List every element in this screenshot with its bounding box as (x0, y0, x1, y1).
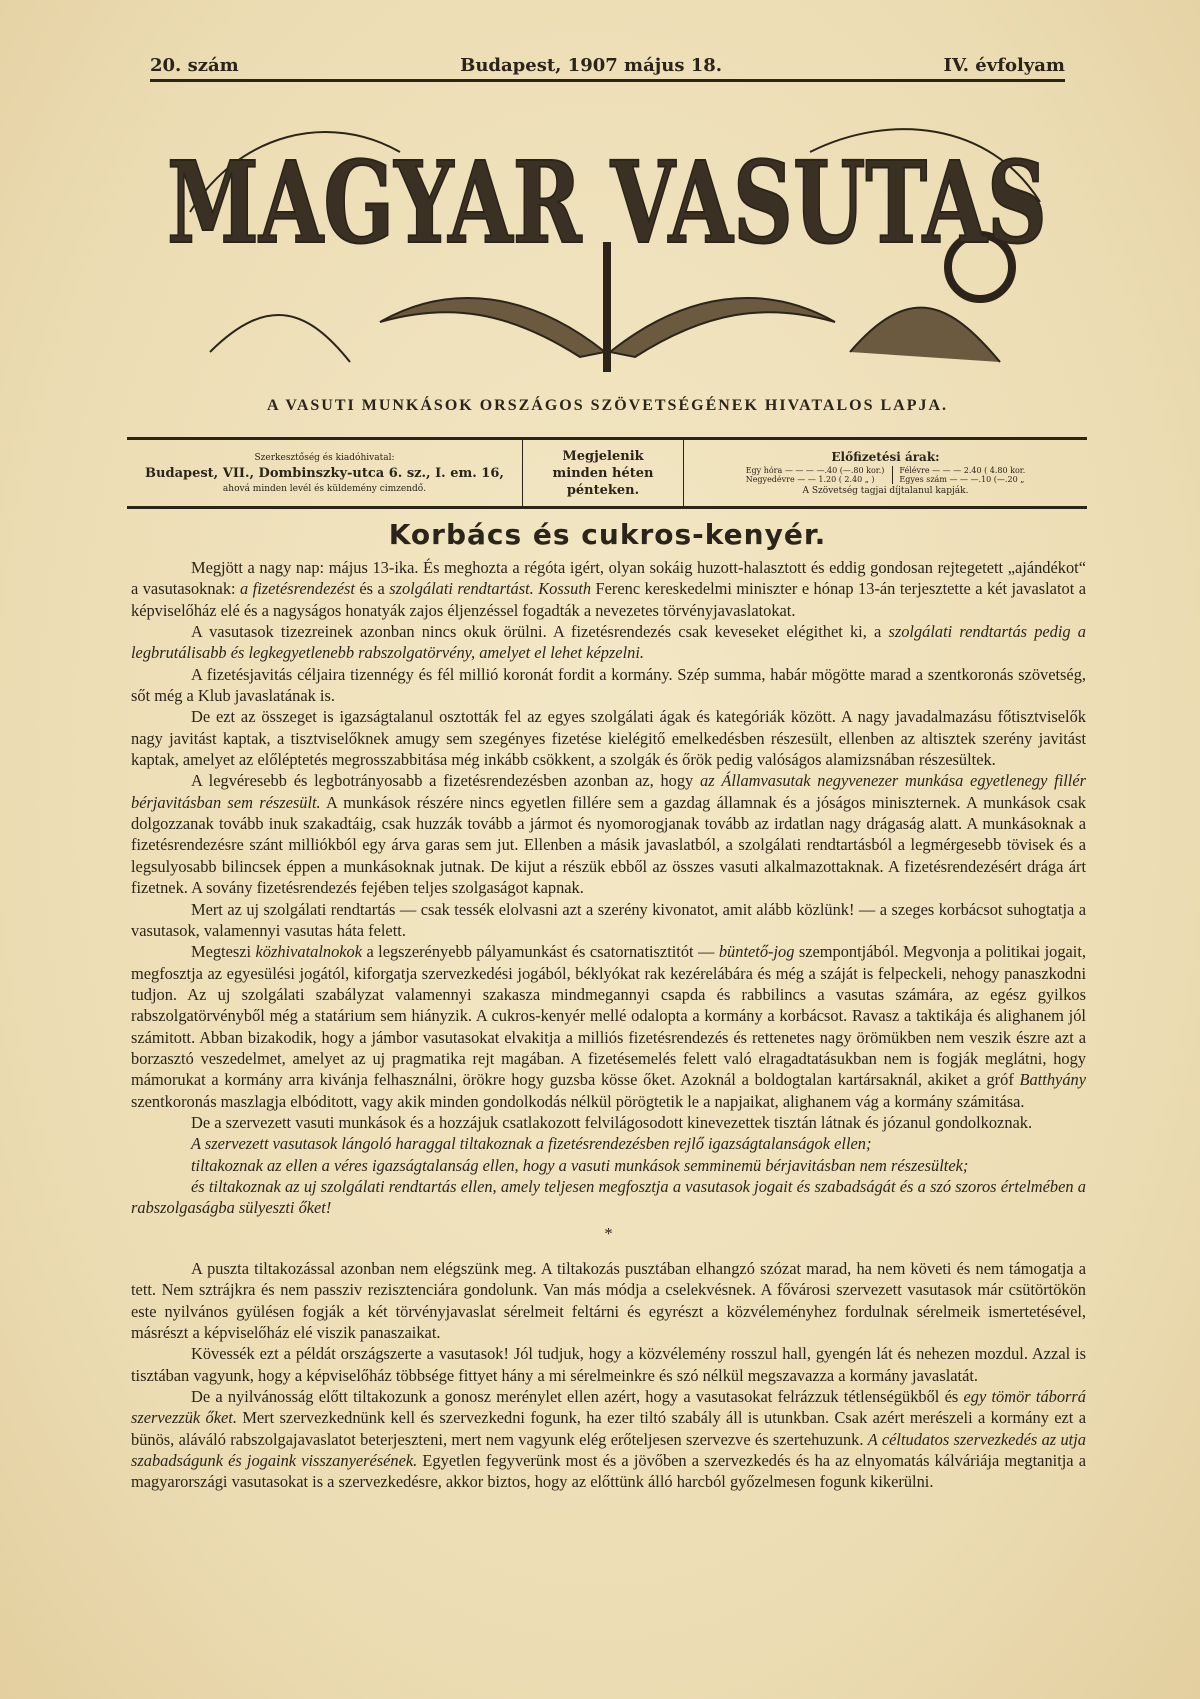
resolution-paragraph (131, 1133, 1086, 1154)
editorial-office (127, 440, 523, 506)
text-run: és a (354, 579, 390, 599)
text-run: szentkoronás maszlagja elbóditott, vagy akik minden gondolkodás nélkül pörögtetik le a napjaikat, alighanem vág a kormány számitása. (131, 1091, 1025, 1111)
article-paragraph (131, 706, 1086, 770)
schedule-line: pénteken. (566, 482, 640, 498)
text-run: De a nyilvánosság előtt tiltakozunk a gonosz merénylet ellen azért, hogy a vasutasokat felrázzuk tétlenségükből és (191, 1387, 964, 1407)
issue-header (150, 55, 1065, 76)
article-title: Korbács és cukros-kenyér. (388, 518, 827, 551)
subscription-prices (684, 440, 1087, 506)
article-paragraph (131, 770, 1086, 898)
publication-info-box (127, 437, 1087, 509)
section-separator (131, 1223, 1086, 1244)
issue-date: Budapest, 1907 május 18. (460, 55, 723, 76)
text-run: Mert az uj szolgálati rendtartás — csak tessék elolvasni azt a szerény kivonatot, amit alább közlünk! — a szeges korbácsot suhogtatja a vasutasok, valamennyi vasutas háta felett. (131, 899, 1086, 940)
text-run: De a szervezett vasuti munkások és a hozzájuk csatlakozott felvilágosodott kinevezettek tisztán látnak és józanul gondolkoznak. (191, 1112, 1033, 1132)
text-run: tiltakoznak az ellen a véres igazságtalanság ellen, hogy a vasuti munkások semminemü bérjavitásban nem részesültek; (191, 1155, 969, 1175)
text-run: A legvéresebb és legbotrányosabb a fizetésrendezésben azonban az, hogy (191, 771, 700, 791)
masthead-subtitle: A VASUTI MUNKÁSOK ORSZÁGOS SZÖVETSÉGÉNEK HIVATALOS LAPJA. (266, 397, 949, 414)
schedule-line: minden héten (552, 465, 654, 481)
emphasis-text: az Államvasutak negyvenezer munkása egyetlenegy fillér bérjavitásban sem részesült. (131, 771, 1087, 812)
subscription-title: Előfizetési árak: (831, 450, 940, 464)
resolution-paragraph (131, 1176, 1086, 1219)
emphasis-text: a fizetésrendezést (240, 579, 355, 599)
text-run: Ferenc kereskedelmi miniszter e hónap 13-án terjesztette a két javaslatot a képviselőház elé és a nagyságos honatyák zajos éljenzéssel fogadták a nevezetes törvényjavaslatokat. (131, 579, 1086, 620)
emphasis-text: egy tömör táborrá szervezzük őket. (131, 1387, 1087, 1428)
price-line: Félévre — — — 2.40 ( 4.80 kor. (899, 466, 1026, 475)
article-paragraph (131, 621, 1086, 664)
article-body (131, 557, 1086, 1493)
article-paragraph (131, 941, 1086, 1112)
text-run: Megteszi (191, 942, 256, 962)
text-run: A szervezett vasutasok lángoló haraggal tiltakoznak a fizetésrendezésben rejlő igazságtalanságok ellen; (191, 1134, 872, 1154)
text-run: * (604, 1223, 613, 1243)
masthead-title: MAGYAR VASUTAS (167, 138, 1047, 269)
text-run: A vasutasok tizezreinek azonban nincs okuk örülni. A fizetésrendezés csak keveseket elégithet ki, a (191, 622, 889, 642)
text-run: De ezt az összeget is igazságtalanul osztották fel az egyes szolgálati ágak és kategóriák között. A nagy javadalmazásu főtisztviselők nagy javitást kaptak, a tisztviselőknek amugy sem szegényes fizetése kielégitő emelkedésben részesült, ellenben az altisztek szerény javitást kaptak, amelyet az előléptetés megrosszabbitása még inkább csökkent, a szolgák és őrök pedig valóságos alamizsnában részesültek. (131, 707, 1086, 770)
price-line: Egyes szám — — —.10 (—.20 „ (899, 475, 1025, 484)
editorial-address: Budapest, VII., Dombinszky-utca 6. sz., I. em. 16, (145, 465, 504, 481)
emphasis-text: büntető-jog (718, 942, 795, 962)
text-run: Megjött a nagy nap: május 13-ika. És meghozta a régóta igért, olyan sokáig huzott-halasztott és eddig gondosan rejtegetett „ajándékot“ a vasutasoknak: (131, 558, 1086, 599)
text-run: Egyetlen fegyverünk most és a jövőben a szervezkedés és ha az elnyomatás kálváriája megtanitja a magyarországi vasutasokat is a szervezkedésre, akkor biztos, hogy az előttünk álló harcból győzelmesen fogunk kikerülni. (131, 1451, 1086, 1492)
text-run: Mert szervezkednünk kell és szervezkedni fogunk, ha ezer tiltó szabály áll is utunkban. Csak azért merészeli a kormány ezt a bünös, aláváló rabszolgajavaslatot beterjeszteni, mert nem vagyunk elég erőteljesen szervezve és szertehuzunk. (131, 1408, 1086, 1449)
article-paragraph (131, 1343, 1086, 1386)
header-rule (150, 79, 1065, 82)
publication-schedule (523, 440, 684, 506)
price-line: Egy hóra — — — —.40 (—.80 kor.) (745, 466, 885, 475)
emphasis-text: szolgálati rendtartást. (389, 579, 534, 599)
volume: IV. évfolyam (943, 55, 1065, 76)
article-paragraph (131, 899, 1086, 942)
text-run: A puszta tiltakozással azonban nem elégszünk meg. A tiltakozás pusztában elhangzó szózat marad, ha nem követi és nem támogatja a tett. Nem sztrájkra és nem passziv rezisztenciára gondolunk. Van más módja a cselekvésnek. A fővárosi szervezett vasutasok már csütörtökön este nyilvános gyülésen fogják a két törvényjavaslat sérelmeit feltárni és egyrészt a közvéleményhez fordulnak sérelmeik ismertetésével, másrészt a képviselőház elé viszik panaszaikat. (131, 1259, 1086, 1343)
text-run: és tiltakoznak az uj szolgálati rendtartás ellen, amely teljesen megfosztja a vasutasok jogait és szabadságát és a szó szoros értelmében a rabszolgaságba sülyeszti őket! (131, 1176, 1086, 1218)
text-run: szempontjából. Megvonja a politikai jogait, megfosztja az egyesülési jogától, kiforgatja szervezkedési jogából, béklyókat rak kezérelábára és még a száját is felpeckeli, nehogy panaszkodni tudjon. Az uj szolgálati szabályzat valamennyi szakasza mindmegannyi csapda és rabbilincs a vasutas számára, az egész gyilkos rabszolgatörvényből még a statárium sem hiányzik. A cukros-kenyér mellé odalopta a kormány a korbácsot. Ravasz a taktikája és alighanem jól számitott. Abban bizakodik, hogy a jámbor vasutasokat elvakitja a milliós fizetésrendezés és rettenetes nagy örömükben nem veszik észre azt a borzasztó veszedelmet, amelyet az uj pragmatika rejt magában. A fizetésemelés felett való elragadtatásukban nem is fogják meglátni, hogy mámorukat a kormány arra kivánja felhasználni, örökre hogy guzsba kösse őket. Azoknál a boldogtalan kartársaknál, akiket a gróf (131, 942, 1087, 1090)
text-run: a legszerényebb pályamunkást és csatornatisztitót — (362, 942, 719, 962)
schedule-line: Megjelenik (562, 448, 644, 464)
emphasis-text: A céltudatos szervezkedés az utja szabadságunk és jogaink visszanyerésének. (131, 1429, 1086, 1471)
masthead-logo (150, 92, 1065, 382)
emphasis-text: Kossuth (538, 579, 592, 599)
editorial-label: Szerkesztőség és kiadóhivatal: (254, 452, 395, 463)
resolution-paragraph (131, 1155, 1086, 1176)
members-note: A Szövetség tagjai díjtalanul kapják. (802, 486, 969, 496)
article-paragraph (131, 1386, 1086, 1493)
issue-number: 20. szám (150, 55, 239, 76)
article-paragraph (131, 1258, 1086, 1343)
emphasis-text: Batthyány (1019, 1070, 1086, 1090)
emphasis-text: közhivatalnokok (255, 942, 363, 962)
text-run: Kövessék ezt a példát országszerte a vasutasok! Jól tudjuk, hogy a közvélemény rosszul hall, gyengén lát és nehezen mozdul. Azzal is tisztában vagyunk, hogy a képviselőház többsége fittyet hány a mi sérelmeinkre és szó nélkül megszavazza a kormány javaslatát. (131, 1344, 1086, 1385)
article-paragraph (131, 664, 1086, 707)
text-run: A munkások részére nincs egyetlen fillére sem a gazdag államnak és a jóságos miniszternek. A munkások csak dolgozzanak tovább inuk szakadtáig, csak huzzák tovább a jármot és nyomorogjanak tovább az irdatlan nagy drágaság alatt. A munkásoknak a fizetésrendezésre szánt milliókból egy árva garas sem jut. Ellenben a másik javaslatból, a szolgálati rendtartásból a legmérgesebb tövisek és a legsulyosabb bilincsek éppen a munkásoknak jutnak. De kijut a részük ebből az összes vasuti alkalmazottaknak. A fizetésrendezésért drága árt fizetnek. A sovány fizetésrendezés fejében teljes szolgaságot kapnak. (131, 792, 1086, 898)
price-line: Negyedévre — — 1.20 ( 2.40 „ ) (745, 475, 875, 484)
emphasis-text: szolgálati rendtartás pedig a legbrutálisabb és legkegyetlenebb rabszolgatörvény, amelyet el lehet képzelni. (131, 622, 1086, 663)
article-paragraph (131, 1112, 1086, 1133)
price-table (746, 466, 1026, 484)
article-paragraph (131, 557, 1086, 621)
address-note: ahová minden levél és küldemény cimzendő. (222, 483, 427, 494)
text-run: A fizetésjavitás céljaira tizennégy és fél millió koronát fordit a kormány. Szép summa, habár mögötte marad a szentkoronás szövetség, sőt még a Klub javaslatának is. (131, 664, 1086, 706)
